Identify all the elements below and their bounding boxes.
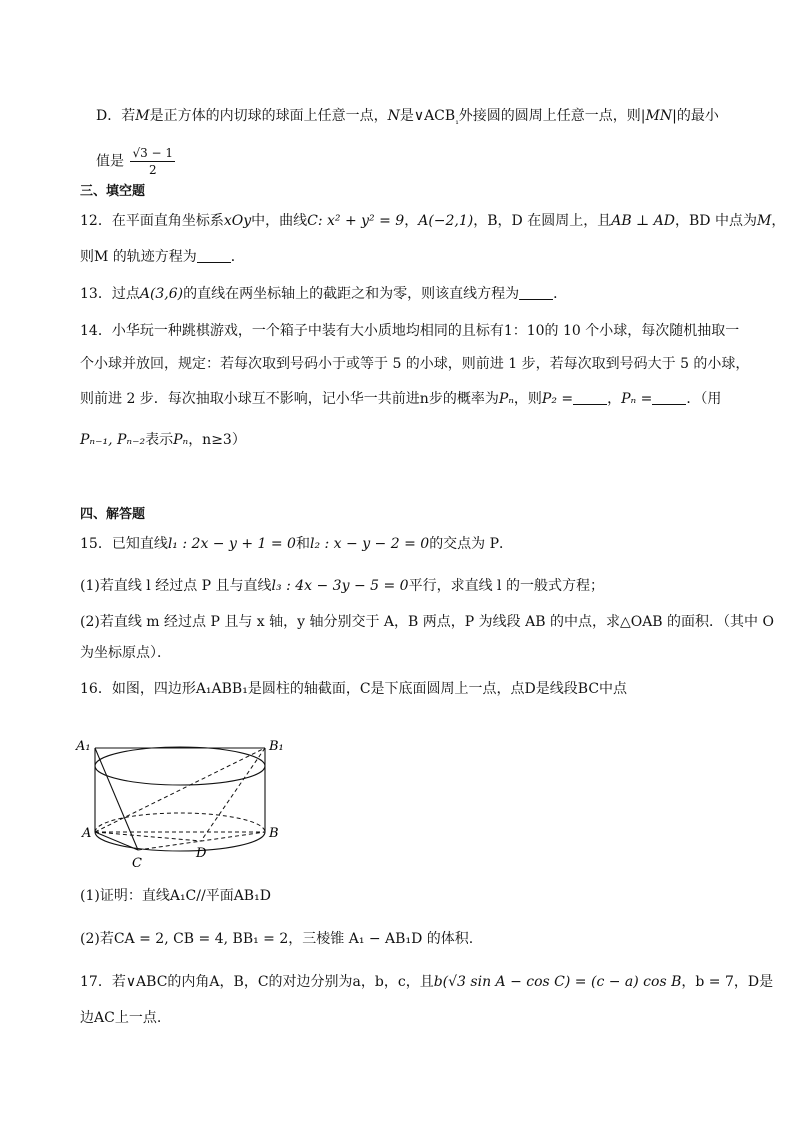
math-xoy: xOy — [223, 213, 252, 229]
segment-b1d — [201, 748, 265, 841]
label-d: D — [196, 846, 207, 861]
question-15-part2: (2)若直线 m 经过点 P 且与 x 轴，y 轴分别交于 A，B 两点，P 为线段 AB 的中点，求△OAB 的面积．（其中 O — [80, 614, 774, 630]
math-point: A(3,6) — [139, 286, 184, 302]
question-14-line4 — [80, 430, 720, 450]
question-16-part1: (1)证明：直线A₁C//平面AB₁D — [80, 888, 271, 904]
text: 的交点为 P． — [429, 536, 514, 552]
math-pn: Pₙ — [498, 391, 514, 407]
text: 17．若∨ABC的内角A，B，C的对边分别为a，b，c，且 — [80, 974, 434, 990]
q11-option-d — [96, 106, 736, 132]
question-15 — [80, 534, 720, 554]
question-17-line2: 边AC上一点. — [80, 1010, 162, 1026]
fraction — [130, 145, 175, 178]
text: 则前进 2 步．每次抽取小球互不影响，记小华一共前进n步的概率为 — [80, 391, 499, 407]
label-c: C — [132, 856, 142, 871]
label-a1: A₁ — [76, 739, 91, 754]
q11-option-d-value — [96, 145, 736, 179]
segment-ad — [95, 832, 201, 841]
math-pn: Pₙ = — [621, 391, 653, 407]
text: 平行，求直线 l 的一般式方程； — [408, 578, 604, 594]
fraction-numerator: √3 − 1 — [132, 146, 174, 160]
answer-blank[interactable] — [573, 390, 607, 405]
question-14-line1: 14．小华玩一种跳棋游戏，一个箱子中装有大小质地均相同的且标有1：10的 10 个小球，每次随机抽取一 — [80, 323, 740, 339]
segment-ab1 — [95, 748, 265, 832]
cylinder-diagram — [70, 728, 290, 873]
text: 的最小 — [676, 108, 719, 124]
text: (1)若直线 l 经过点 P 且与直线 — [80, 578, 272, 594]
answer-blank[interactable] — [652, 390, 686, 405]
bottom-back-arc — [95, 813, 265, 832]
label-b1: B₁ — [269, 739, 284, 754]
text: 中，曲线 — [251, 213, 308, 229]
answer-blank[interactable] — [197, 248, 231, 263]
question-15-part1 — [80, 576, 720, 596]
text: 则M 的轨迹方程为 — [80, 249, 197, 265]
text: 表示 — [145, 432, 174, 448]
label-a: A — [82, 826, 92, 841]
math-pn: Pₙ — [173, 432, 189, 448]
math-MN: |MN| — [640, 108, 677, 124]
label-b: B — [269, 826, 279, 841]
text: 13．过点 — [80, 286, 140, 302]
question-14-line2: 个小球并放回，规定：若每次取到号码小于或等于 5 的小球，则前进 1 步，若每次取到号码大于 5 的小球， — [80, 356, 750, 372]
math-line-l1: l₁ : 2x − y + 1 = 0 — [167, 536, 296, 552]
math-line-l3: l₃ : 4x − 3y − 5 = 0 — [271, 578, 409, 594]
text: ，则 — [513, 391, 542, 407]
text: ，b = 7，D是 — [681, 974, 774, 990]
text: ， — [607, 391, 622, 407]
section-answer-heading: 四、解答题 — [80, 507, 146, 522]
text: 12．在平面直角坐标系 — [80, 213, 224, 229]
math-N: N — [387, 108, 400, 124]
question-17 — [80, 972, 774, 992]
text: 的直线在两坐标轴上的截距之和为零，则该直线方程为 — [183, 286, 520, 302]
answer-blank[interactable] — [519, 285, 553, 300]
math-M: M — [756, 213, 772, 229]
math-perp: AB ⊥ AD — [611, 213, 676, 229]
question-16: 16．如图，四边形A₁ABB₁是圆柱的轴截面，C是下底面圆周上一点，点D是线段BC中点 — [80, 681, 628, 697]
text: ．（用 — [686, 391, 722, 407]
text: ，BD 中点为 — [675, 213, 757, 229]
math-point-a: A(−2,1) — [418, 213, 474, 229]
text: ， — [404, 213, 419, 229]
question-12 — [80, 211, 786, 231]
text: ， — [771, 213, 786, 229]
cylinder-figure — [70, 728, 290, 873]
subscript: ₁ — [455, 116, 459, 127]
text: 外接圆的圆周上任意一点，则 — [458, 108, 641, 124]
math-pn-prev: Pₙ₋₁, Pₙ₋₂ — [80, 432, 146, 448]
top-ellipse — [95, 747, 265, 785]
math-line-l2: l₂ : x − y − 2 = 0 — [309, 536, 430, 552]
text: ． — [553, 286, 568, 302]
question-12-line2 — [80, 247, 720, 267]
text: ，n≥3） — [188, 432, 246, 448]
text: 值是 — [96, 153, 124, 170]
question-14-line3 — [80, 389, 720, 409]
text: 是正方体的内切球的球面上任意一点， — [149, 108, 388, 124]
text: 是∨ACB — [399, 108, 456, 124]
math-condition: b(√3 sin A − cos C) = (c − a) cos B — [433, 974, 682, 990]
question-16-part2: (2)若CA = 2, CB = 4, BB₁ = 2，三棱锥 A₁ − AB₁D 的体积. — [80, 931, 474, 947]
math-p2: P₂ = — [541, 391, 574, 407]
text: 和 — [295, 536, 310, 552]
section-fill-blank-heading: 三、填空题 — [80, 184, 146, 199]
fraction-denominator: 2 — [148, 163, 157, 177]
text: D．若 — [96, 108, 136, 124]
text: ，B，D 在圆周上，且 — [473, 213, 612, 229]
math-curve: C: x² + y² = 9 — [307, 213, 405, 229]
text: 15．已知直线 — [80, 536, 168, 552]
math-M: M — [135, 108, 150, 124]
question-15-part2-cont: 为坐标原点）． — [80, 645, 171, 661]
question-13 — [80, 284, 720, 304]
bottom-front-arc — [95, 832, 265, 851]
text: ． — [230, 249, 245, 265]
